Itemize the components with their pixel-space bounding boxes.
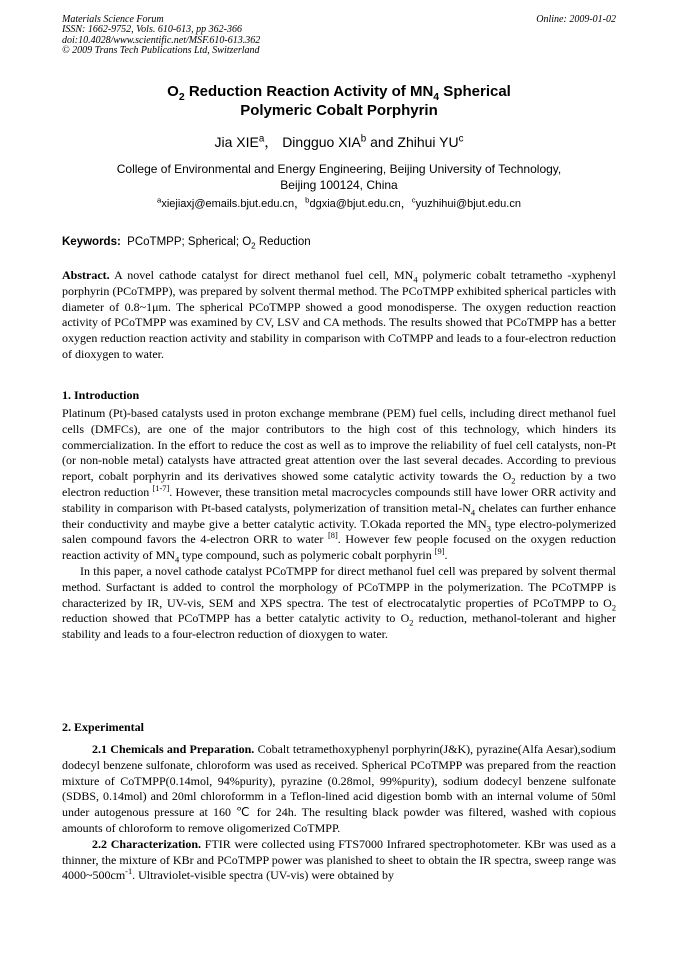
author-list: Jia XIE$^a$， Dingguo XIA$^b$ and Zhihui $YU^c$ [214,133,464,150]
introduction-body [62,406,616,643]
online-date: Online: 2009-01-02 [536,14,616,25]
email-link[interactable]: yuzhihui@bjut.edu.cn [415,198,521,210]
paper-title [62,82,616,120]
affiliation: College of Environmental and Energy Engineering, Beijing University of Technology, Beijing 100124, China [116,162,562,192]
author-2: Dingguo XIA [282,134,361,150]
doi-line: doi:10.4028/www.scientific.net/MSF.610-613.362 [62,34,261,46]
title-line-2: Polymeric Cobalt Porphyrin [240,102,438,119]
paragraph: 2.2 Characterization. FTIR were collected using FTS7000 Infrared spectrophotometer. KBr was used as a thinner, the mixture of KBr and PCoTMPP power was planished to sheet to obtain the IR spectra, sweep range was $4000\sim 500cm^{-1}$. Ultraviolet-visible spectra (UV-vis) were obtained by [62,836,617,883]
citation[interactable]: [9] [434,547,445,557]
subsection-label: 2.2 Characterization. [92,836,202,851]
email-link[interactable]: xiejiaxj@emails.bjut.edu.cn [161,198,295,210]
email-link[interactable]: dgxia@bjut.edu.cn [309,198,401,210]
issn-line: ISSN: 1662-9752, Vols. 610-613, pp 362-366 [62,24,242,36]
paragraph: 2.1 Chemicals and Preparation. Cobalt tetramethoxyphenyl porphyrin(J&K), pyrazine(Alfa Aesar),sodium dodecyl benzene sulfonate, chloroform was used as received. Spherical PCoTMPP was prepared from the reaction mixture of CoTMPP(0.14mol, 94%purity), pyrazine (0.28mol, 99%purity), sodium dodecyl benzene sulfonate (SDBS, 0.14mol) and 20ml chloroformm in a Teflon-lined acid digestion bomb with an internal volume of 50ml under autogenous pressure at 160 ℃ for 24h. The resulting black powder was filtered, washed with copious amounts of chloroform to remove oligomerized CoTMPP. [62,742,616,835]
section-heading-introduction: 1. Introduction [62,388,140,402]
keywords-label: Keywords: [62,236,121,248]
section-heading-experimental: 2. Experimental [62,720,144,734]
abstract: Abstract. A novel cathode catalyst for direct methanol fuel cell, $MN_4$ polymeric cobalt tetrametho -xyphenyl porphyrin (PCoTMPP), was prepared by solvent thermal method. The PCoTMPP exhibited spherical particles with diameter of 0.8~1μm. The spherical PCoTMPP showed a good monodisperse. The oxygen reduction reaction activity of PCoTMPP was examined by CV, LSV and CA methods. The results showed that PCoTMPP has a better oxygen reduction reaction activity and stability in comparison with CoTMPP and leads to a four-electron reduction of dioxygen to water. [62,268,616,361]
author-3: Zhihui YU [397,134,459,150]
author-1: Jia XIE [214,134,259,150]
citation[interactable]: [1-7] [152,483,170,493]
paragraph: In this paper, a novel cathode catalyst PCoTMPP for direct methanol fuel cell was prepared by solvent thermal method. Surfactant is added to control the morphology of PCoTMPP in the polymerization. The PCoTMPP is characterized by IR, UV-vis, SEM and XPS spectra. The test of electrocatalytic properties of PCoTMPP to $O_2$ reduction showed that PCoTMPP has a better catalytic activity to $O_2$ reduction, methanol-tolerant and higher stability and leads to a four-electron reduction of dioxygen to water. [62,563,616,642]
citation[interactable]: [8] [327,531,338,541]
paragraph: Platinum (Pt)-based catalysts used in proton exchange membrane (PEM) fuel cells, including direct methanol fuel cells (DMFCs), are one of the major contributors to the high cost of this technology, which hinders its commercialization. In the effort to reduce the cost as well as to improve the reliability of fuel cell catalysts, non-Pt (or non-noble metal) catalysts have attracted great attention over the last several decades. According to previous report, cobalt porphyrin and its derivatives showed some catalytic activity towards the $O_2$ reduction by a two electron reduction [1-7]. However, these transition metal macrocycles compounds still have lower ORR activity and stability in comparison with Pt-based catalysts, polymerization of transition metal-$N_4$ chelates can further enhance their conductivity and maybe give a better catalytic activity. T.Okada reported the $MN_3$ type electro-polymerized salen compound favors the 4-electron ORR to water [8]. However few people focused on the oxygen reduction reaction activity of $MN_4$ type compound, such as polymeric cobalt porphyrin [9]. [62,406,617,565]
abstract-label: Abstract. [62,268,110,282]
subsection-label: 2.1 Chemicals and Preparation. [92,742,255,756]
title-line-1: $O_2$ Reduction Reaction Activity of $MN_4$ Spherical [167,83,511,103]
experimental-body [62,742,616,884]
keywords: Keywords: PCoTMPP; Spherical; $O_2$ Reduction [62,236,311,251]
journal-header [62,15,616,57]
author-emails: $^a$xiejiaxj@emails.bjut.edu.cn，$^b$dgxia@bjut.edu.cn，$^c$yuzhihui@bjut.edu.cn [157,195,521,210]
journal-name: Materials Science Forum [62,14,164,25]
copyright-line: © 2009 Trans Tech Publications Ltd, Switzerland [62,45,260,57]
